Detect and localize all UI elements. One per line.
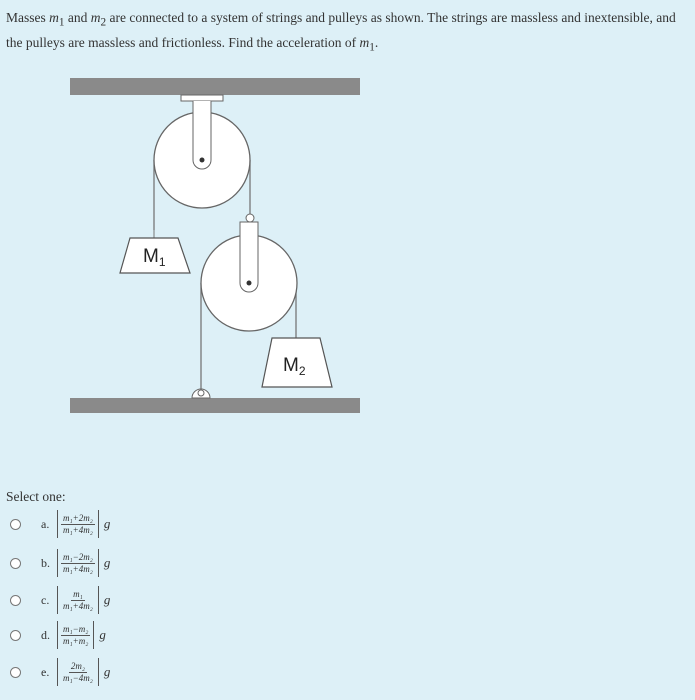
- option-letter: a.: [41, 516, 50, 531]
- option-letter: b.: [41, 555, 50, 570]
- option-d[interactable]: [10, 619, 210, 651]
- radio-a[interactable]: [10, 519, 21, 530]
- ceiling-mount: [181, 95, 223, 101]
- gravity-g: g: [103, 516, 111, 531]
- gravity-g: g: [103, 592, 111, 607]
- radio-b[interactable]: [10, 558, 21, 569]
- mass-m2-label: $M_2$: [283, 355, 306, 378]
- question-text: Masses $m_1$ and $m_2$ are connected to a system of strings and pulleys as shown. The strings are massless and inextensible, and the pulleys are massless and frictionless. Find the acceleration of $m_1$.: [6, 10, 676, 54]
- gravity-g: g: [103, 664, 111, 679]
- option-e[interactable]: [10, 656, 210, 688]
- pulley-diagram: [0, 60, 695, 430]
- mass-m1-label: $M_1$: [143, 246, 166, 269]
- option-letter: d.: [41, 627, 50, 642]
- select-one-label: Select one:: [6, 489, 66, 504]
- radio-e[interactable]: [10, 667, 21, 678]
- floor-bar: [70, 398, 360, 413]
- radio-c[interactable]: [10, 595, 21, 606]
- option-b[interactable]: [10, 547, 210, 579]
- ceiling-bar: [70, 78, 360, 95]
- option-a[interactable]: [10, 508, 210, 540]
- gravity-g: g: [99, 627, 106, 642]
- abs-fraction: $\frac{\text{m₁−m₂}}{\text{m₁+m₂}}$: [57, 621, 94, 649]
- abs-fraction: $\frac{\text{m₁}}{\text{m₁+4m₂}}$: [57, 586, 99, 614]
- option-c[interactable]: [10, 584, 210, 616]
- option-letter: e.: [41, 664, 50, 679]
- gravity-g: g: [103, 555, 111, 570]
- option-letter: c.: [41, 592, 50, 607]
- radio-d[interactable]: [10, 630, 21, 641]
- abs-fraction: $\frac{\text{m₁+2m₂}}{\text{m₁+4m₂}}$: [57, 510, 99, 538]
- abs-fraction: $\frac{\text{m₁−2m₂}}{\text{m₁+4m₂}}$: [57, 549, 99, 577]
- abs-fraction: $\frac{\text{2m₂}}{\text{m₁−4m₂}}$: [57, 658, 99, 686]
